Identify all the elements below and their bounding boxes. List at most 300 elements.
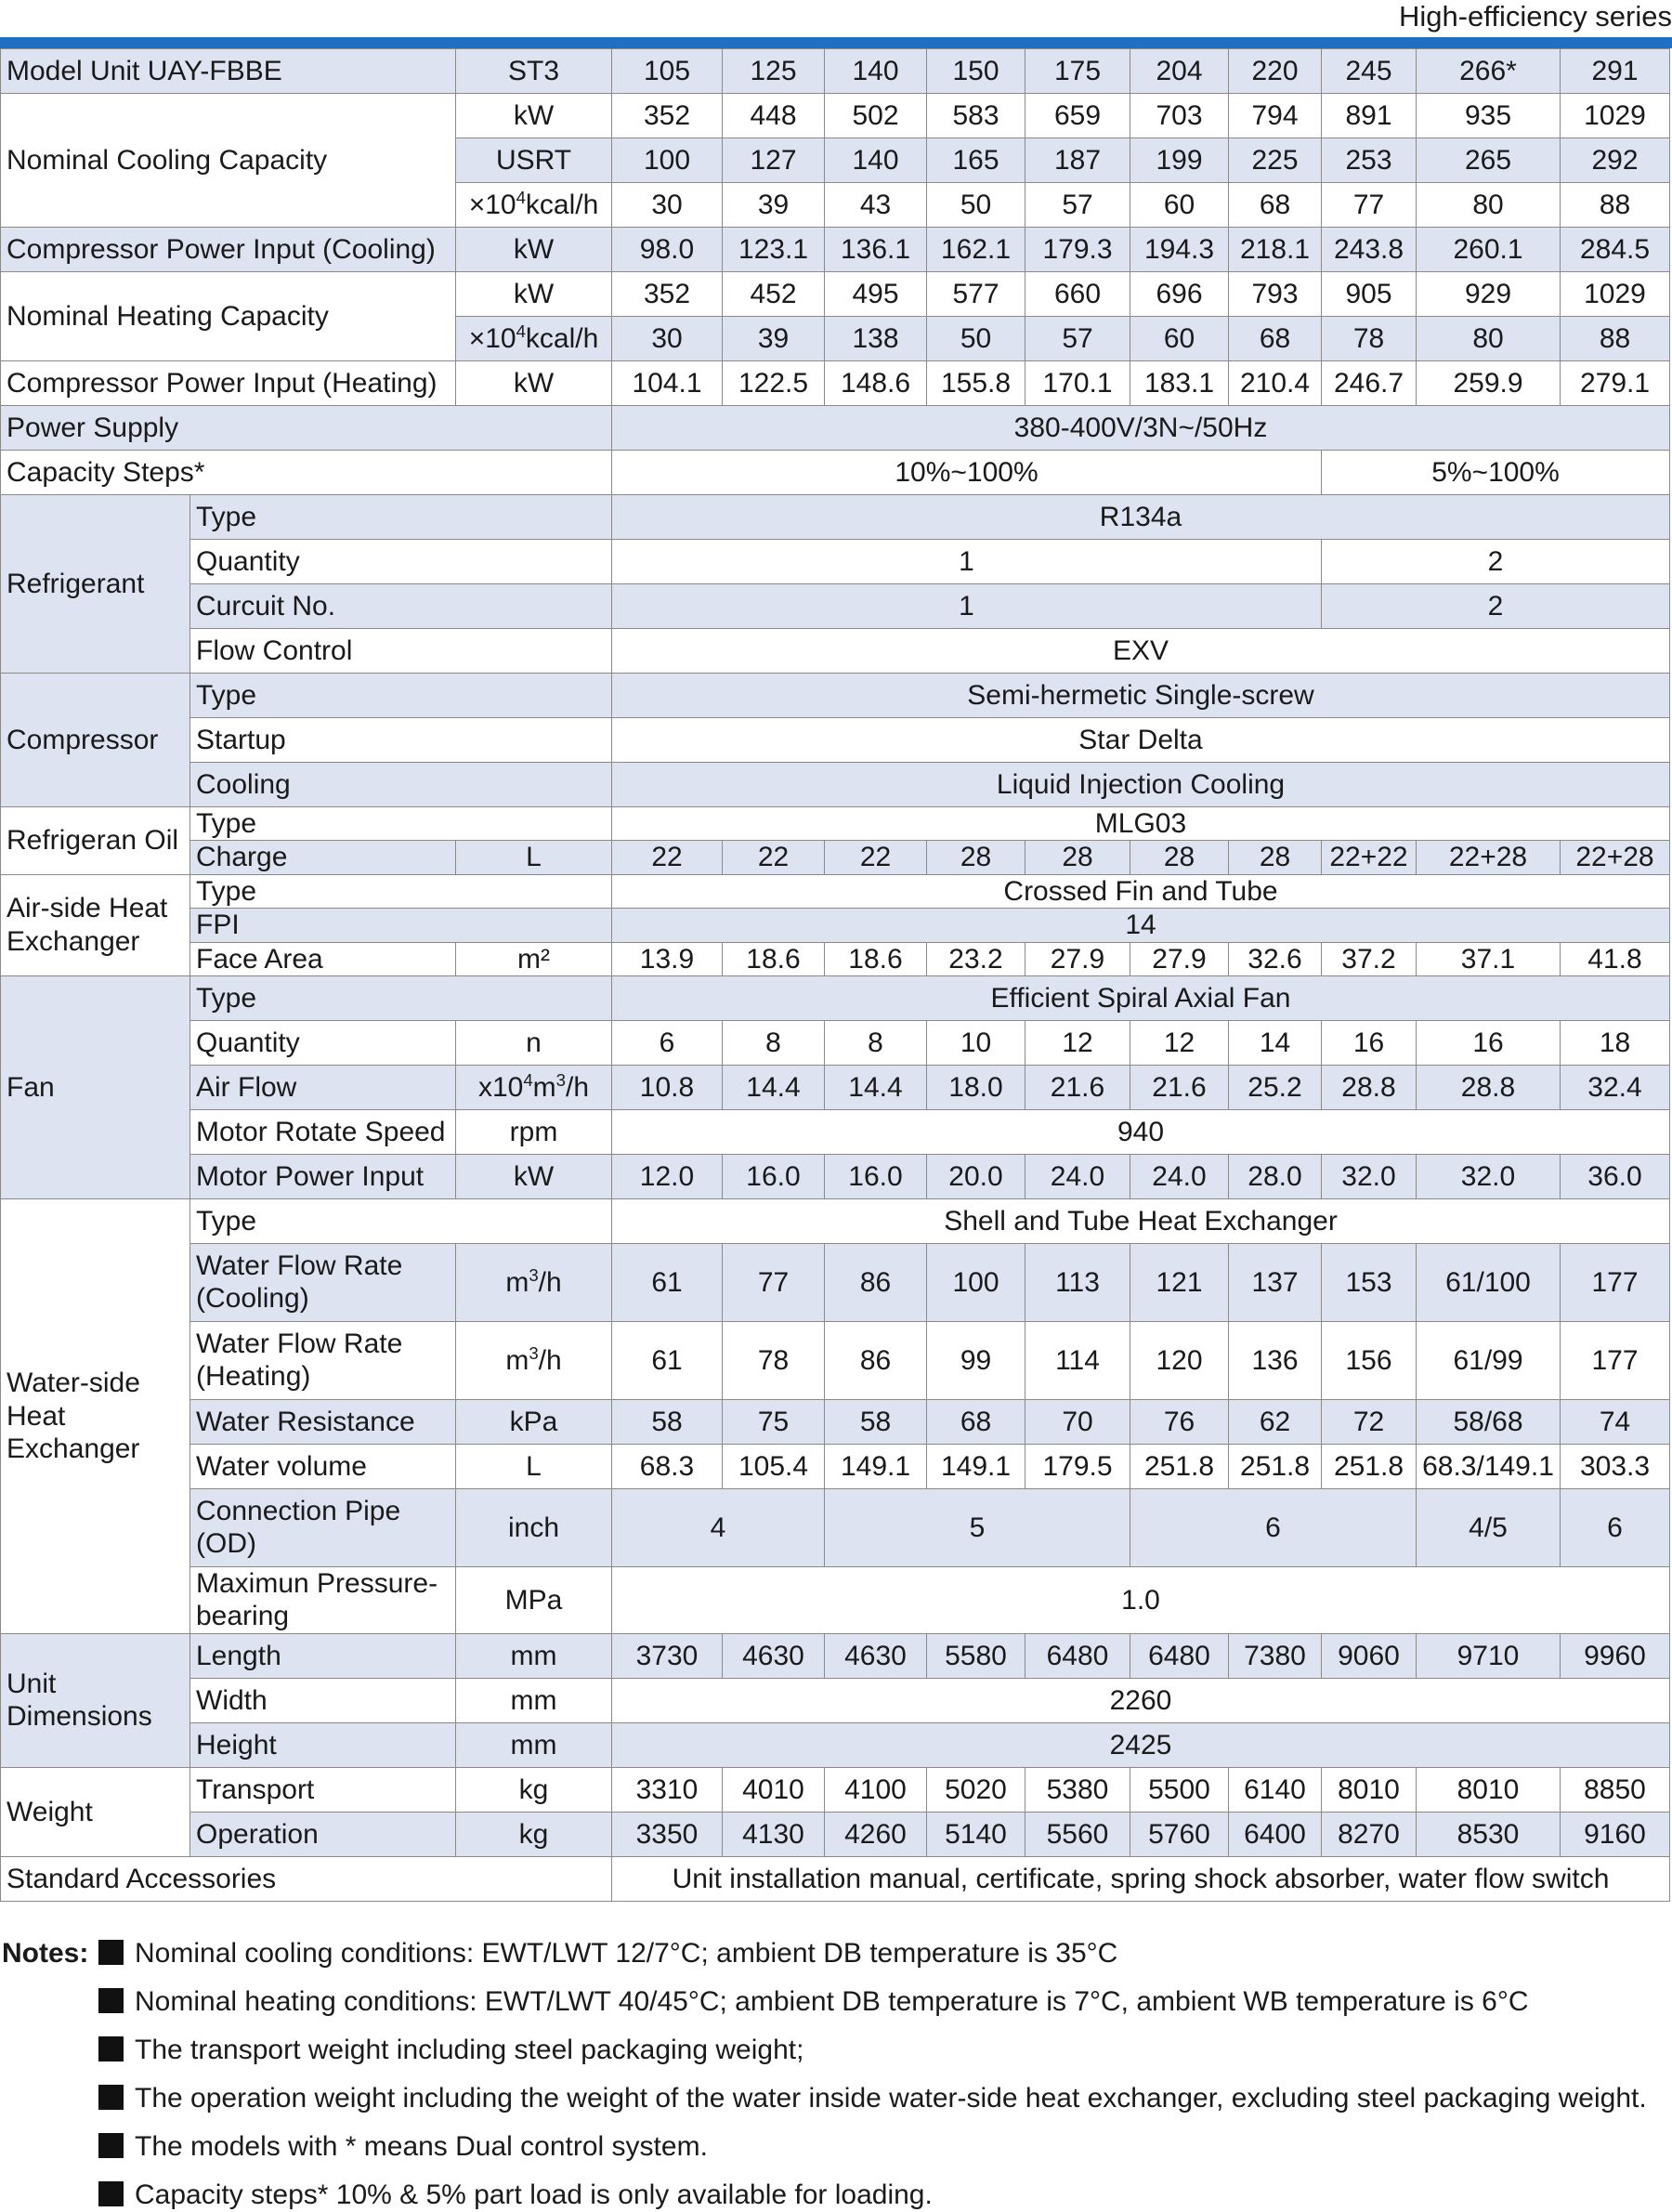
value-cell: 76 (1130, 1399, 1229, 1444)
value-cell: 86 (825, 1321, 927, 1399)
value-cell: 25.2 (1229, 1065, 1322, 1109)
value-cell: 452 (723, 272, 825, 317)
value-cell: 6480 (1025, 1633, 1130, 1678)
value-cell: 28.8 (1417, 1065, 1561, 1109)
note-text: Capacity steps* 10% & 5% part load is only available for loading. (135, 2179, 933, 2210)
value-cell: 210.4 (1229, 361, 1322, 406)
value-cell: 32.6 (1229, 942, 1322, 975)
value-cell: 27.9 (1130, 942, 1229, 975)
value-cell: 259.9 (1417, 361, 1561, 406)
value-cell: 28.8 (1322, 1065, 1417, 1109)
table-row-compressor-cooling (1, 763, 1670, 807)
value-cell: 187 (1025, 138, 1130, 183)
value-cell: 793 (1229, 272, 1322, 317)
value-cell: 18.6 (825, 942, 927, 975)
unit-exponent: 3 (555, 1069, 567, 1090)
spec-table (0, 48, 1670, 1902)
note-text: The transport weight including steel packaging weight; (135, 2035, 804, 2065)
value-cell: 80 (1417, 183, 1561, 228)
sub-label: Motor Rotate Speed (190, 1109, 456, 1154)
merged-value-cell: 380-400V/3N~/50Hz (612, 406, 1670, 451)
unit-cell: m² (456, 942, 612, 975)
value-cell: 123.1 (723, 228, 825, 272)
table-row-heating-kw (1, 272, 1670, 317)
value-cell: 170.1 (1025, 361, 1130, 406)
value-cell: 891 (1322, 94, 1417, 138)
model-cell: 140 (825, 49, 927, 94)
value-cell: 218.1 (1229, 228, 1322, 272)
value-cell: 60 (1130, 183, 1229, 228)
value-cell: 61 (612, 1321, 723, 1399)
sub-label: Water Resistance (190, 1399, 456, 1444)
value-cell: 13.9 (612, 942, 723, 975)
value-cell: 225 (1229, 138, 1322, 183)
value-cell: 6480 (1130, 1633, 1229, 1678)
group-label: Weight (1, 1767, 190, 1856)
sub-label: Width (190, 1678, 456, 1722)
unit-cell (456, 1243, 612, 1321)
value-cell: 28 (1130, 841, 1229, 874)
value-cell: 260.1 (1417, 228, 1561, 272)
value-cell: 1029 (1561, 94, 1670, 138)
value-cell: 9160 (1561, 1812, 1670, 1856)
value-cell: 583 (927, 94, 1025, 138)
sub-label: Type (190, 975, 612, 1020)
value-cell: 62 (1229, 1399, 1322, 1444)
sub-label: Type (190, 807, 612, 841)
value-cell: 50 (927, 317, 1025, 361)
value-cell: 18 (1561, 1020, 1670, 1065)
merged-value-cell: EXV (612, 629, 1670, 674)
value-cell: 68.3/149.1 (1417, 1444, 1561, 1488)
unit-exponent: 4 (516, 321, 526, 341)
value-cell: 5020 (927, 1767, 1025, 1812)
value-cell: 136 (1229, 1321, 1322, 1399)
value-cell: 905 (1322, 272, 1417, 317)
value-cell: 74 (1561, 1399, 1670, 1444)
value-cell: 352 (612, 94, 723, 138)
unit-cell: kW (456, 94, 612, 138)
value-cell: 149.1 (825, 1444, 927, 1488)
value-cell: 100 (612, 138, 723, 183)
table-row-fan-quantity (1, 1020, 1670, 1065)
value-cell: 78 (1322, 317, 1417, 361)
value-cell: 16.0 (825, 1154, 927, 1198)
value-cell: 246.7 (1322, 361, 1417, 406)
value-cell: 156 (1322, 1321, 1417, 1399)
note-item (98, 1938, 1117, 1970)
value-cell: 86 (825, 1243, 927, 1321)
table-row-comp-power-cooling (1, 228, 1670, 272)
value-cell: 659 (1025, 94, 1130, 138)
table-row-refrigerant-type (1, 495, 1670, 540)
value-cell: 794 (1229, 94, 1322, 138)
merged-value-cell: 5%~100% (1322, 451, 1670, 495)
value-cell: 16.0 (723, 1154, 825, 1198)
value-cell: 5580 (927, 1633, 1025, 1678)
row-label: Standard Accessories (1, 1856, 612, 1901)
value-cell: 153 (1322, 1243, 1417, 1321)
unit-cell: inch (456, 1488, 612, 1566)
value-cell: 57 (1025, 317, 1130, 361)
value-cell: 5760 (1130, 1812, 1229, 1856)
merged-value-cell: R134a (612, 495, 1670, 540)
merged-value-cell: 1 (612, 540, 1322, 584)
merged-value-cell: MLG03 (612, 807, 1670, 841)
group-label: Refrigeran Oil (1, 807, 190, 875)
value-cell: 18.6 (723, 942, 825, 975)
value-cell: 58 (612, 1399, 723, 1444)
value-cell: 4130 (723, 1812, 825, 1856)
value-cell: 105.4 (723, 1444, 825, 1488)
value-cell: 58 (825, 1399, 927, 1444)
table-row-dim-length (1, 1633, 1670, 1678)
value-cell: 137 (1229, 1243, 1322, 1321)
model-cell: 245 (1322, 49, 1417, 94)
group-label: Compressor (1, 674, 190, 807)
table-row-compressor-type (1, 674, 1670, 718)
value-cell: 8010 (1417, 1767, 1561, 1812)
value-cell: 199 (1130, 138, 1229, 183)
table-row-fan-type (1, 975, 1670, 1020)
value-cell: 4630 (723, 1633, 825, 1678)
square-bullet-icon (98, 2181, 124, 2206)
merged-value-cell: 6 (1561, 1488, 1670, 1566)
value-cell: 36.0 (1561, 1154, 1670, 1198)
value-cell: 21.6 (1130, 1065, 1229, 1109)
value-cell: 251.8 (1322, 1444, 1417, 1488)
unit-cell (456, 317, 612, 361)
value-cell: 243.8 (1322, 228, 1417, 272)
value-cell: 41.8 (1561, 942, 1670, 975)
sub-label: Length (190, 1633, 456, 1678)
value-cell: 121 (1130, 1243, 1229, 1321)
value-cell: 61/99 (1417, 1321, 1561, 1399)
value-cell: 50 (927, 183, 1025, 228)
merged-value-cell: Star Delta (612, 718, 1670, 763)
row-label: Power Supply (1, 406, 612, 451)
value-cell: 10.8 (612, 1065, 723, 1109)
value-cell: 194.3 (1130, 228, 1229, 272)
square-bullet-icon (98, 2085, 124, 2110)
table-row-waterhx-volume (1, 1444, 1670, 1488)
value-cell: 251.8 (1130, 1444, 1229, 1488)
table-row-refrigerant-circuit (1, 584, 1670, 629)
value-cell: 6400 (1229, 1812, 1322, 1856)
table-row-fan-speed (1, 1109, 1670, 1154)
sub-label: Transport (190, 1767, 456, 1812)
unit-cell: kg (456, 1767, 612, 1812)
square-bullet-icon (98, 1988, 124, 2013)
table-row-waterhx-type (1, 1198, 1670, 1243)
unit-text: kcal/h (525, 189, 599, 220)
unit-cell: kW (456, 361, 612, 406)
value-cell: 23.2 (927, 942, 1025, 975)
value-cell: 68 (927, 1399, 1025, 1444)
value-cell: 24.0 (1130, 1154, 1229, 1198)
value-cell: 179.3 (1025, 228, 1130, 272)
value-cell: 28 (1025, 841, 1130, 874)
value-cell: 303.3 (1561, 1444, 1670, 1488)
table-row-fan-power (1, 1154, 1670, 1198)
sub-label: Type (190, 1198, 612, 1243)
value-cell: 284.5 (1561, 228, 1670, 272)
model-cell: 220 (1229, 49, 1322, 94)
unit-cell: kW (456, 1154, 612, 1198)
sub-label: Startup (190, 718, 612, 763)
value-cell: 32.0 (1322, 1154, 1417, 1198)
value-cell: 100 (927, 1243, 1025, 1321)
value-cell: 60 (1130, 317, 1229, 361)
unit-cell (456, 183, 612, 228)
sub-label: Flow Control (190, 629, 612, 674)
square-bullet-icon (98, 2036, 124, 2061)
table-row-capacity-steps (1, 451, 1670, 495)
unit-cell: L (456, 841, 612, 874)
value-cell: 37.2 (1322, 942, 1417, 975)
model-cell: 105 (612, 49, 723, 94)
value-cell: 352 (612, 272, 723, 317)
merged-value-cell: 2425 (612, 1722, 1670, 1767)
value-cell: 75 (723, 1399, 825, 1444)
model-cell: 204 (1130, 49, 1229, 94)
value-cell: 265 (1417, 138, 1561, 183)
value-cell: 448 (723, 94, 825, 138)
group-label: Unit Dimensions (1, 1633, 190, 1767)
sub-label: Water Flow Rate (Heating) (190, 1321, 456, 1399)
value-cell: 1029 (1561, 272, 1670, 317)
unit-cell (456, 1321, 612, 1399)
value-cell: 78 (723, 1321, 825, 1399)
value-cell: 935 (1417, 94, 1561, 138)
unit-exponent: 4 (523, 1069, 533, 1090)
value-cell: 14.4 (723, 1065, 825, 1109)
unit-cell: rpm (456, 1109, 612, 1154)
value-cell: 27.9 (1025, 942, 1130, 975)
value-cell: 8010 (1322, 1767, 1417, 1812)
sub-label: Maximun Pressure-bearing (190, 1566, 456, 1633)
value-cell: 696 (1130, 272, 1229, 317)
model-cell: 266* (1417, 49, 1561, 94)
value-cell: 114 (1025, 1321, 1130, 1399)
note-text: The operation weight including the weight of the water inside water-side heat exchanger, excluding steel packaging weight. (135, 2083, 1647, 2114)
value-cell: 929 (1417, 272, 1561, 317)
value-cell: 5140 (927, 1812, 1025, 1856)
value-cell: 61 (612, 1243, 723, 1321)
value-cell: 32.0 (1417, 1154, 1561, 1198)
merged-value-cell: 6 (1130, 1488, 1417, 1566)
table-row-waterhx-flow-heating (1, 1321, 1670, 1399)
value-cell: 12.0 (612, 1154, 723, 1198)
value-cell: 77 (1322, 183, 1417, 228)
unit-text: m (532, 1071, 556, 1103)
square-bullet-icon (98, 1940, 124, 1965)
value-cell: 4260 (825, 1812, 927, 1856)
merged-value-cell: Liquid Injection Cooling (612, 763, 1670, 807)
table-row-airhx-face (1, 942, 1670, 975)
table-row-refrigerant-quantity (1, 540, 1670, 584)
sub-label: Curcuit No. (190, 584, 612, 629)
unit-cell: kW (456, 228, 612, 272)
value-cell: 39 (723, 317, 825, 361)
value-cell: 24.0 (1025, 1154, 1130, 1198)
sub-label: Height (190, 1722, 456, 1767)
value-cell: 21.6 (1025, 1065, 1130, 1109)
value-cell: 577 (927, 272, 1025, 317)
unit-text: /h (538, 1344, 562, 1376)
merged-value-cell: 14 (612, 909, 1670, 942)
merged-value-cell: 2 (1322, 584, 1670, 629)
note-text: Nominal heating conditions: EWT/LWT 40/45°C; ambient DB temperature is 7°C, ambient WB temperature is 6°C (135, 1986, 1529, 2017)
value-cell: 155.8 (927, 361, 1025, 406)
value-cell: 148.6 (825, 361, 927, 406)
value-cell: 104.1 (612, 361, 723, 406)
merged-value-cell: 5 (825, 1488, 1130, 1566)
value-cell: 165 (927, 138, 1025, 183)
value-cell: 4010 (723, 1767, 825, 1812)
sub-label: Cooling (190, 763, 612, 807)
value-cell: 120 (1130, 1321, 1229, 1399)
value-cell: 6140 (1229, 1767, 1322, 1812)
value-cell: 703 (1130, 94, 1229, 138)
note-text: Nominal cooling conditions: EWT/LWT 12/7°C; ambient DB temperature is 35°C (135, 1938, 1118, 1969)
table-row-dim-height (1, 1722, 1670, 1767)
unit-cell (456, 1065, 612, 1109)
model-cell: 150 (927, 49, 1025, 94)
square-bullet-icon (98, 2133, 124, 2158)
model-cell: 291 (1561, 49, 1670, 94)
unit-text: ×10 (468, 189, 516, 220)
table-row-power-supply (1, 406, 1670, 451)
table-row-waterhx-pipe (1, 1488, 1670, 1566)
value-cell: 16 (1417, 1020, 1561, 1065)
value-cell: 9710 (1417, 1633, 1561, 1678)
unit-cell: MPa (456, 1566, 612, 1633)
value-cell: 127 (723, 138, 825, 183)
value-cell: 68 (1229, 183, 1322, 228)
value-cell: 22 (825, 841, 927, 874)
value-cell: 70 (1025, 1399, 1130, 1444)
unit-text: /h (566, 1071, 590, 1103)
table-row-accessories (1, 1856, 1670, 1901)
value-cell: 7380 (1229, 1633, 1322, 1678)
value-cell: 61/100 (1417, 1243, 1561, 1321)
value-cell: 16 (1322, 1020, 1417, 1065)
value-cell: 149.1 (927, 1444, 1025, 1488)
unit-exponent: 4 (516, 187, 526, 207)
note-text: The models with * means Dual control system. (135, 2131, 708, 2162)
value-cell: 12 (1025, 1020, 1130, 1065)
unit-text: kcal/h (525, 322, 599, 354)
unit-cell: kW (456, 272, 612, 317)
unit-text: ×10 (468, 322, 516, 354)
table-row-weight-transport (1, 1767, 1670, 1812)
table-row-cooling-kw (1, 94, 1670, 138)
value-cell: 88 (1561, 183, 1670, 228)
value-cell: 88 (1561, 317, 1670, 361)
unit-text: m (505, 1266, 529, 1298)
table-row-refrigerant-flow (1, 629, 1670, 674)
value-cell: 138 (825, 317, 927, 361)
merged-value-cell: Unit installation manual, certificate, spring shock absorber, water flow switch (612, 1856, 1670, 1901)
value-cell: 279.1 (1561, 361, 1670, 406)
value-cell: 8270 (1322, 1812, 1417, 1856)
unit-cell: mm (456, 1633, 612, 1678)
value-cell: 5560 (1025, 1812, 1130, 1856)
unit-cell: mm (456, 1678, 612, 1722)
value-cell: 30 (612, 317, 723, 361)
group-label: Water-side Heat Exchanger (1, 1198, 190, 1633)
value-cell: 3310 (612, 1767, 723, 1812)
note-item (98, 2131, 708, 2163)
row-label: Compressor Power Input (Cooling) (1, 228, 456, 272)
value-cell: 22 (612, 841, 723, 874)
header-rule (0, 37, 1672, 48)
value-cell: 179.5 (1025, 1444, 1130, 1488)
sub-label: Motor Power Input (190, 1154, 456, 1198)
note-item (98, 1986, 1529, 2018)
sub-label: Operation (190, 1812, 456, 1856)
sub-label: Water Flow Rate (Cooling) (190, 1243, 456, 1321)
unit-cell: L (456, 1444, 612, 1488)
value-cell: 12 (1130, 1020, 1229, 1065)
value-cell: 183.1 (1130, 361, 1229, 406)
value-cell: 113 (1025, 1243, 1130, 1321)
sub-label: Air Flow (190, 1065, 456, 1109)
value-cell: 177 (1561, 1321, 1670, 1399)
table-row-waterhx-pressure (1, 1566, 1670, 1633)
value-cell: 68.3 (612, 1444, 723, 1488)
group-label: Air-side Heat Exchanger (1, 874, 190, 975)
sub-label: Water volume (190, 1444, 456, 1488)
unit-cell: n (456, 1020, 612, 1065)
merged-value-cell: Shell and Tube Heat Exchanger (612, 1198, 1670, 1243)
value-cell: 5500 (1130, 1767, 1229, 1812)
value-cell: 4100 (825, 1767, 927, 1812)
sub-label: Type (190, 674, 612, 718)
table-row-comp-power-heating (1, 361, 1670, 406)
group-label: Refrigerant (1, 495, 190, 674)
value-cell: 22+28 (1417, 841, 1561, 874)
table-row-oil-type (1, 807, 1670, 841)
unit-text: m (505, 1344, 529, 1376)
table-row-model (1, 49, 1670, 94)
value-cell: 14 (1229, 1020, 1322, 1065)
value-cell: 22+22 (1322, 841, 1417, 874)
series-title: High-efficiency series (1398, 0, 1672, 33)
table-row-fan-airflow (1, 1065, 1670, 1109)
table-row-waterhx-flow-cooling (1, 1243, 1670, 1321)
sub-label: Quantity (190, 1020, 456, 1065)
value-cell: 292 (1561, 138, 1670, 183)
merged-value-cell: Efficient Spiral Axial Fan (612, 975, 1670, 1020)
value-cell: 10 (927, 1020, 1025, 1065)
value-cell: 20.0 (927, 1154, 1025, 1198)
unit-exponent: 3 (529, 1264, 539, 1285)
value-cell: 99 (927, 1321, 1025, 1399)
value-cell: 58/68 (1417, 1399, 1561, 1444)
unit-text: x10 (477, 1071, 524, 1103)
merged-value-cell: Semi-hermetic Single-screw (612, 674, 1670, 718)
value-cell: 177 (1561, 1243, 1670, 1321)
value-cell: 495 (825, 272, 927, 317)
sub-label: Face Area (190, 942, 456, 975)
value-cell: 80 (1417, 317, 1561, 361)
sub-label: Type (190, 495, 612, 540)
merged-value-cell: 4/5 (1417, 1488, 1561, 1566)
table-row-dim-width (1, 1678, 1670, 1722)
row-label: Compressor Power Input (Heating) (1, 361, 456, 406)
